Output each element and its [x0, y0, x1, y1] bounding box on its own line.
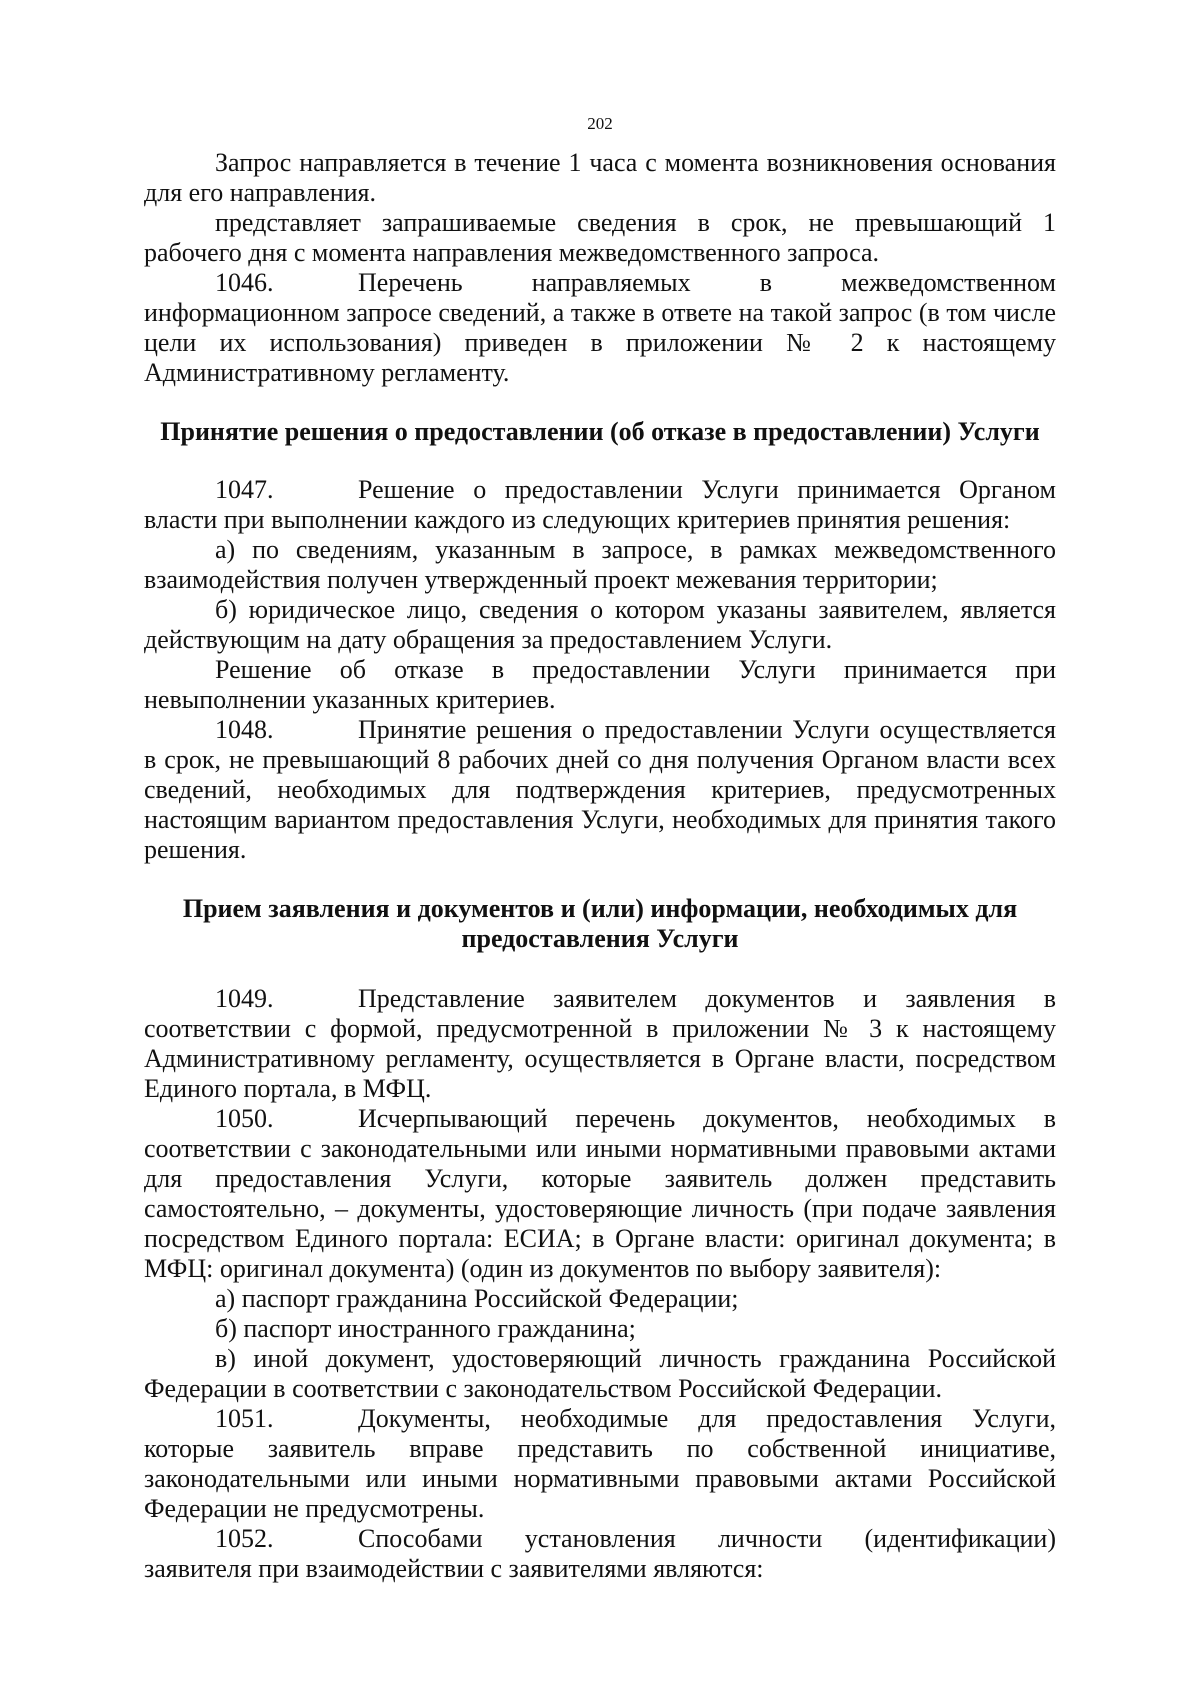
paragraph-text: в) иной документ, удостоверяющий личность гражданина Российской Федерации в соответствии с законодательством Российской Федерации.	[144, 1344, 1056, 1403]
section-heading-decision: Принятие решения о предоставлении (об отказе в предоставлении) Услуги	[160, 417, 1040, 446]
paragraph-number: 1046.	[215, 268, 274, 297]
paragraph-number: 1051.	[215, 1404, 274, 1433]
numbered-paragraph	[144, 1404, 1056, 1524]
section-reception	[144, 984, 1056, 1584]
section-intro	[144, 148, 1056, 388]
section-heading-reception	[144, 894, 1056, 954]
numbered-paragraph	[144, 984, 1056, 1104]
paragraph-number: 1047.	[215, 475, 274, 504]
paragraph-text: а) по сведениям, указанным в запросе, в рамках межведомственного взаимодействия получен утвержденный проект межевания территории;	[144, 535, 1056, 594]
section-decision	[144, 475, 1056, 865]
paragraph-text: а) паспорт гражданина Российской Федерации;	[215, 1284, 739, 1313]
numbered-paragraph	[144, 475, 1056, 535]
paragraph	[144, 595, 1056, 655]
paragraph-text: Решение о предоставлении Услуги принимается Органом власти при выполнении каждого из следующих критериев принятия решения:	[144, 475, 1056, 534]
paragraph-text: Способами установления личности (идентификации) заявителя при взаимодействии с заявителями являются:	[144, 1524, 1056, 1583]
document-body	[144, 148, 1056, 1584]
paragraph	[144, 1314, 1056, 1344]
paragraph-text: Запрос направляется в течение 1 часа с момента возникновения основания для его направления.	[144, 148, 1056, 207]
numbered-paragraph	[144, 1104, 1056, 1284]
paragraph-number: 1048.	[215, 715, 274, 744]
paragraph	[144, 148, 1056, 208]
numbered-paragraph	[144, 1524, 1056, 1584]
heading-line-1: Прием заявления и документов и (или) информации, необходимых для	[182, 894, 1018, 923]
paragraph	[144, 655, 1056, 715]
page-number: 202	[587, 114, 613, 133]
paragraph-number: 1049.	[215, 984, 274, 1013]
paragraph-number: 1052.	[215, 1524, 274, 1553]
paragraph	[144, 535, 1056, 595]
paragraph-text: Представление заявителем документов и заявления в соответствии с формой, предусмотренной в приложении № 3 к настоящему Административному регламенту, осуществляется в Органе власти, посредством Единого портала, в МФЦ.	[144, 984, 1056, 1103]
heading-line-2: предоставления Услуги	[461, 924, 739, 953]
paragraph-text: Исчерпывающий перечень документов, необходимых в соответствии с законодательными или иными нормативными правовыми актами для предоставления Услуги, которые заявитель должен представить самостоятельно, – документы, удостоверяющие личность (при подаче заявления посредством Единого портала: ЕСИА; в Органе власти: оригинал документа; в МФЦ: оригинал документа) (один из документов по выбору заявителя):	[144, 1104, 1056, 1283]
paragraph	[144, 1344, 1056, 1404]
paragraph-number: 1050.	[215, 1104, 274, 1133]
paragraph-text: Документы, необходимые для предоставления Услуги, которые заявитель вправе представить по собственной инициативе, законодательными или иными нормативными правовыми актами Российской Федерации не предусмотрены.	[144, 1404, 1056, 1523]
paragraph-text: Решение об отказе в предоставлении Услуги принимается при невыполнении указанных критериев.	[144, 655, 1056, 714]
paragraph-text: б) юридическое лицо, сведения о котором указаны заявителем, является действующим на дату обращения за предоставлением Услуги.	[144, 595, 1056, 654]
numbered-paragraph	[144, 715, 1056, 865]
paragraph-text: Перечень направляемых в межведомственном информационном запросе сведений, а также в ответе на такой запрос (в том числе цели их использования) приведен в приложении № 2 к настоящему Административному регламенту.	[144, 268, 1056, 387]
paragraph-text: представляет запрашиваемые сведения в срок, не превышающий 1 рабочего дня с момента направления межведомственного запроса.	[144, 208, 1056, 267]
paragraph	[144, 1284, 1056, 1314]
paragraph-text: Принятие решения о предоставлении Услуги осуществляется в срок, не превышающий 8 рабочих дней со дня получения Органом власти всех сведений, необходимых для подтверждения критериев, предусмотренных настоящим вариантом предоставления Услуги, необходимых для принятия такого решения.	[144, 715, 1056, 864]
numbered-paragraph	[144, 268, 1056, 388]
paragraph	[144, 208, 1056, 268]
paragraph-text: б) паспорт иностранного гражданина;	[215, 1314, 636, 1343]
